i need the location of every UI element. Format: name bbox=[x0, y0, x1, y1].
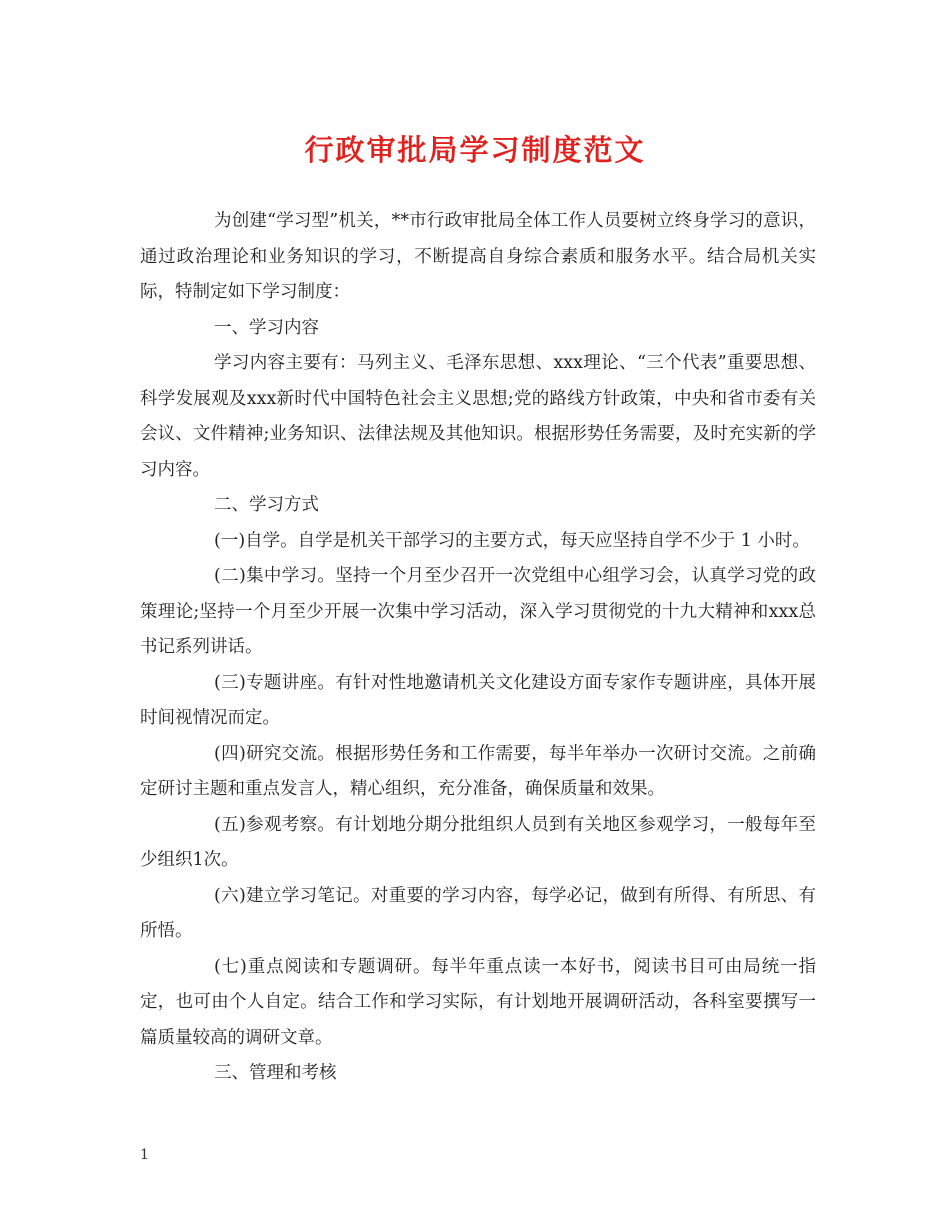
paragraph-method-lectures: (三)专题讲座。有针对性地邀请机关文化建设方面专家作专题讲座，具体开展时间视情况而定。 bbox=[140, 672, 816, 728]
page-number: 1 bbox=[140, 1147, 149, 1163]
section-heading-study-methods: 二、学习方式 bbox=[214, 495, 319, 515]
paragraph-method-self-study: (一)自学。自学是机关干部学习的主要方式，每天应坚持自学不少于 1 小时。 bbox=[214, 530, 810, 551]
section-heading-management: 三、管理和考核 bbox=[214, 1063, 337, 1083]
document-title: 行政审批局学习制度范文 bbox=[304, 133, 646, 167]
document-body bbox=[140, 204, 816, 1092]
paragraph-method-reading-research: (七)重点阅读和专题调研。每半年重点读一本好书，阅读书目可由局统一指定，也可由个人自定。结合工作和学习实际，有计划地开展调研活动，各科室要撰写一篇质量较高的调研文章。 bbox=[140, 956, 816, 1048]
paragraph-intro: 为创建“学习型”机关，**市行政审批局全体工作人员要树立终身学习的意识，通过政治理论和业务知识的学习，不断提高自身综合素质和服务水平。结合局机关实际，特制定如下学习制度： bbox=[140, 211, 816, 302]
paragraph-method-group-study: (二)集中学习。坚持一个月至少召开一次党组中心组学习会，认真学习党的政策理论;坚持一个月至少开展一次集中学习活动，深入学习贯彻党的十九大精神和xxx总书记系列讲话。 bbox=[140, 566, 816, 657]
paragraph-study-content: 学习内容主要有：马列主义、毛泽东思想、xxx理论、“三个代表”重要思想、科学发展观及xxx新时代中国特色社会主义思想;党的路线方针政策，中央和省市委有关会议、文件精神;业务知识、法律法规及其他知识。根据形势任务需要，及时充实新的学习内容。 bbox=[140, 353, 816, 480]
paragraph-method-visits: (五)参观考察。有计划地分期分批组织人员到有关地区参观学习，一般每年至少组织1次。 bbox=[140, 814, 816, 870]
paragraph-method-notes: (六)建立学习笔记。对重要的学习内容，每学必记，做到有所得、有所思、有所悟。 bbox=[140, 885, 816, 941]
paragraph-method-exchange: (四)研究交流。根据形势任务和工作需要，每半年举办一次研讨交流。之前确定研讨主题和重点发言人，精心组织，充分准备，确保质量和效果。 bbox=[140, 743, 816, 799]
section-heading-study-content: 一、学习内容 bbox=[214, 317, 319, 338]
